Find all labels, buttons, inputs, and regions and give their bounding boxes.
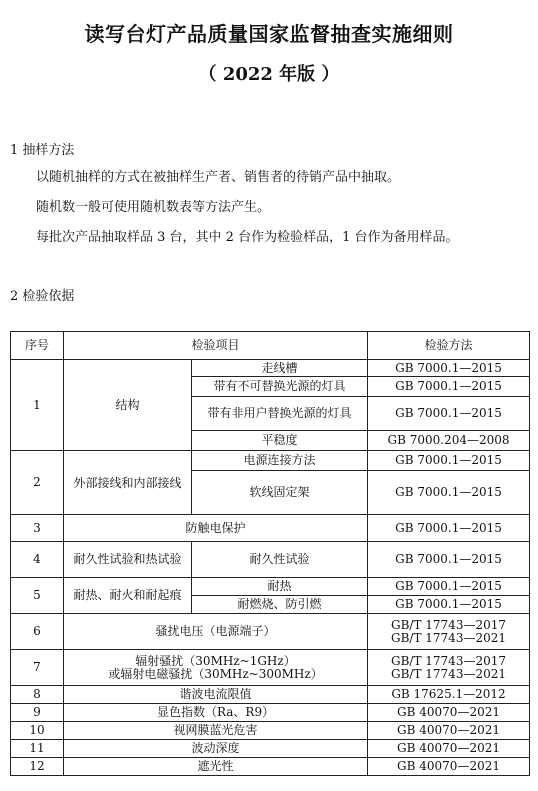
item-cell: 骚扰电压（电源端子） — [64, 614, 368, 650]
method-cell: GB 40070—2021 — [368, 704, 530, 722]
item-cell: 显色指数（Ra、R9） — [64, 704, 368, 722]
table-row — [11, 722, 530, 740]
table-row — [11, 650, 530, 686]
subitem-cell: 耐久性试验 — [192, 542, 368, 578]
subitem-cell: 走线槽 — [192, 360, 368, 377]
method-cell: GB 7000.204—2008 — [368, 431, 530, 451]
method-cell — [368, 650, 530, 686]
method-line: GB/T 17743—2017 — [391, 653, 506, 668]
header-cell: 序号 — [11, 332, 64, 360]
method-line: GB/T 17743—2021 — [391, 630, 506, 645]
method-cell: GB 7000.1—2015 — [368, 515, 530, 542]
document-subtitle: （ 2022 年版 ） — [198, 64, 340, 85]
subitem-cell: 耐燃烧、防引燃 — [192, 596, 368, 614]
paragraph: 每批次产品抽取样品 3 台，其中 2 台作为检验样品，1 台作为备用样品。 — [36, 230, 459, 245]
method-cell: GB 40070—2021 — [368, 740, 530, 758]
item-cell: 耐久性试验和热试验 — [64, 542, 192, 578]
header-cell: 检验方法 — [368, 332, 530, 360]
row-number: 6 — [11, 614, 64, 650]
table-row — [11, 578, 530, 596]
row-number: 5 — [11, 578, 64, 614]
paragraph: 随机数一般可使用随机数表等方法产生。 — [36, 200, 271, 215]
table-row — [11, 704, 530, 722]
item-line: 辐射骚扰（30MHz~1GHz） — [135, 653, 296, 668]
header-cell: 检验项目 — [64, 332, 368, 360]
row-number: 7 — [11, 650, 64, 686]
section-heading-sampling: 1 抽样方法 — [10, 143, 75, 158]
method-cell: GB 7000.1—2015 — [368, 471, 530, 515]
row-number: 2 — [11, 451, 64, 515]
document-title: 读写台灯产品质量国家监督抽查实施细则 — [84, 22, 454, 46]
method-cell: GB 7000.1—2015 — [368, 578, 530, 596]
row-number: 12 — [11, 758, 64, 776]
method-cell: GB 17625.1—2012 — [368, 686, 530, 704]
table-row — [11, 542, 530, 578]
method-cell: GB 7000.1—2015 — [368, 377, 530, 397]
row-number: 9 — [11, 704, 64, 722]
table-row — [11, 451, 530, 471]
method-cell: GB 40070—2021 — [368, 722, 530, 740]
row-number: 4 — [11, 542, 64, 578]
method-cell: GB 7000.1—2015 — [368, 360, 530, 377]
row-number: 3 — [11, 515, 64, 542]
item-cell: 视网膜蓝光危害 — [64, 722, 368, 740]
item-line: 或辐射电磁骚扰（30MHz~300MHz） — [108, 666, 323, 681]
item-cell: 波动深度 — [64, 740, 368, 758]
inspection-table — [10, 331, 530, 776]
table-row — [11, 515, 530, 542]
table-row — [11, 686, 530, 704]
table-row — [11, 360, 530, 377]
method-cell: GB 7000.1—2015 — [368, 451, 530, 471]
subitem-cell: 软线固定架 — [192, 471, 368, 515]
table-header-row — [11, 332, 530, 360]
table-row — [11, 614, 530, 650]
table-row — [11, 740, 530, 758]
section-heading-basis: 2 检验依据 — [10, 289, 75, 304]
item-cell: 耐热、耐火和耐起痕 — [64, 578, 192, 614]
row-number: 11 — [11, 740, 64, 758]
subitem-cell: 带有不可替换光源的灯具 — [192, 377, 368, 397]
method-cell: GB 7000.1—2015 — [368, 542, 530, 578]
row-number: 1 — [11, 360, 64, 451]
row-number: 8 — [11, 686, 64, 704]
paragraph: 以随机抽样的方式在被抽样生产者、销售者的待销产品中抽取。 — [36, 170, 401, 185]
subitem-cell: 耐热 — [192, 578, 368, 596]
subitem-cell: 平稳度 — [192, 431, 368, 451]
item-cell: 结构 — [64, 360, 192, 451]
subitem-cell: 电源连接方法 — [192, 451, 368, 471]
subitem-cell: 带有非用户替换光源的灯具 — [192, 397, 368, 431]
item-cell: 遮光性 — [64, 758, 368, 776]
method-line: GB/T 17743—2017 — [391, 617, 506, 632]
method-cell: GB 7000.1—2015 — [368, 596, 530, 614]
method-line: GB/T 17743—2021 — [391, 666, 506, 681]
method-cell: GB 40070—2021 — [368, 758, 530, 776]
item-cell — [64, 650, 368, 686]
item-cell: 谐波电流限值 — [64, 686, 368, 704]
table-row — [11, 758, 530, 776]
method-cell — [368, 614, 530, 650]
item-cell: 外部接线和内部接线 — [64, 451, 192, 515]
row-number: 10 — [11, 722, 64, 740]
item-cell: 防触电保护 — [64, 515, 368, 542]
method-cell: GB 7000.1—2015 — [368, 397, 530, 431]
